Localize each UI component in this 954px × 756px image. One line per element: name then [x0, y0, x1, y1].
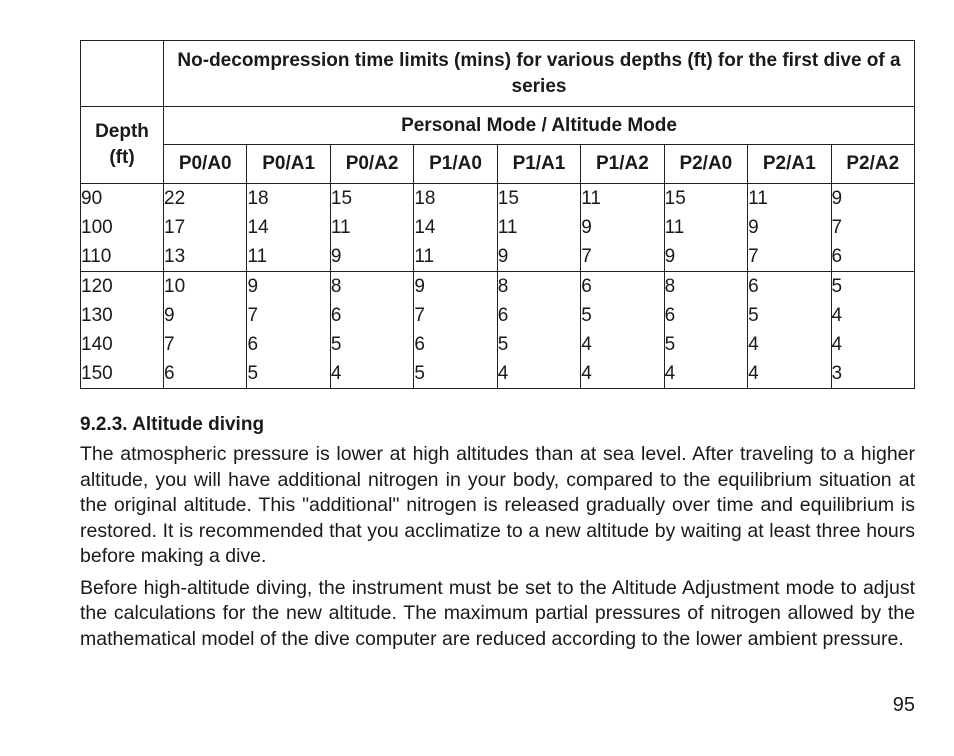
cell-value: 9: [330, 246, 342, 267]
time-limit-cell: [831, 272, 915, 389]
cell-value: 3: [831, 363, 843, 384]
table-row: [81, 272, 915, 389]
time-limit-cell: [330, 184, 413, 272]
page-content: [80, 40, 915, 658]
cell-value: 9: [164, 305, 175, 326]
mode-header: Personal Mode / Altitude Mode: [164, 107, 915, 145]
depth-column-header: Depth (ft): [81, 107, 164, 184]
cell-value: 11: [414, 246, 435, 267]
cell-value: 6: [581, 276, 592, 297]
cell-value: 90: [81, 188, 103, 209]
column-header: P0/A1: [247, 145, 330, 184]
cell-value: 17: [164, 217, 186, 238]
paragraph: The atmospheric pressure is lower at high altitudes than at sea level. After traveling to a higher altitude, you will have additional nitrogen in your body, compared to the equilibrium situation at the original altitude. This "additional" nitrogen is released gradually over time and equilibrium is restored. It is recommended that you acclimatize to a new altitude by waiting at least three hours before making a dive.: [80, 443, 915, 567]
cell-value: 5: [664, 334, 676, 355]
cell-value: 5: [831, 276, 843, 297]
cell-value: 5: [497, 334, 509, 355]
cell-value: 7: [414, 305, 425, 326]
cell-value: 5: [247, 363, 259, 384]
cell-value: 140: [81, 334, 113, 355]
cell-value: 120: [81, 276, 113, 297]
depth-cell: [81, 272, 164, 389]
cell-value: 7: [164, 334, 175, 355]
column-header: P2/A2: [831, 145, 915, 184]
cell-value: 7: [831, 217, 843, 238]
altitude-diving-section: [80, 413, 915, 652]
time-limit-cell: [581, 184, 664, 272]
cell-value: 9: [748, 217, 759, 238]
time-limit-cell: [414, 272, 497, 389]
cell-value: 7: [581, 246, 592, 267]
column-header: P0/A2: [330, 145, 413, 184]
cell-value: 100: [81, 217, 113, 238]
time-limit-cell: [497, 272, 580, 389]
column-header: P0/A0: [164, 145, 247, 184]
cell-value: 7: [748, 246, 759, 267]
cell-value: 4: [748, 363, 759, 384]
cell-value: 8: [330, 276, 342, 297]
cell-value: 9: [247, 276, 259, 297]
cell-value: 6: [831, 246, 843, 267]
cell-value: 5: [414, 363, 425, 384]
cell-value: 11: [497, 217, 518, 238]
cell-value: 11: [748, 188, 768, 209]
cell-value: 9: [664, 246, 676, 267]
cell-value: 14: [414, 217, 436, 238]
cell-value: 6: [414, 334, 425, 355]
cell-value: 8: [497, 276, 509, 297]
cell-value: 4: [831, 334, 843, 355]
cell-value: 110: [81, 246, 112, 267]
time-limit-cell: [247, 184, 330, 272]
paragraph: Before high-altitude diving, the instrument must be set to the Altitude Adjustment mode to adjust the calculations for the new altitude. The maximum partial pressures of nitrogen allowed by the mathematical model of the dive computer are reduced according to the lower ambient pressure.: [80, 576, 915, 650]
time-limit-cell: [581, 272, 664, 389]
time-limit-cell: [748, 184, 831, 272]
cell-value: 5: [581, 305, 592, 326]
column-header: P2/A1: [748, 145, 831, 184]
column-header: P1/A1: [497, 145, 580, 184]
cell-value: 18: [247, 188, 269, 209]
cell-value: 11: [330, 217, 351, 238]
cell-value: 9: [414, 276, 425, 297]
no-deco-limits-table: [80, 40, 915, 389]
cell-value: 9: [497, 246, 509, 267]
time-limit-cell: [664, 272, 747, 389]
cell-value: 4: [581, 334, 592, 355]
cell-value: 4: [748, 334, 759, 355]
column-header: P1/A2: [581, 145, 664, 184]
cell-value: 13: [164, 246, 186, 267]
time-limit-cell: [164, 184, 247, 272]
cell-value: 22: [164, 188, 186, 209]
table-body: [81, 184, 915, 389]
table-row: [81, 184, 915, 272]
column-header: P2/A0: [664, 145, 747, 184]
time-limit-cell: [247, 272, 330, 389]
time-limit-cell: [748, 272, 831, 389]
cell-value: 18: [414, 188, 436, 209]
time-limit-cell: [497, 184, 580, 272]
time-limit-cell: [164, 272, 247, 389]
column-header: P1/A0: [414, 145, 497, 184]
cell-value: 6: [247, 334, 259, 355]
cell-value: 15: [497, 188, 519, 209]
time-limit-cell: [414, 184, 497, 272]
cell-value: 9: [581, 217, 592, 238]
cell-value: 11: [664, 217, 685, 238]
cell-value: 7: [247, 305, 259, 326]
time-limit-cell: [831, 184, 915, 272]
cell-value: 130: [81, 305, 113, 326]
cell-value: 8: [664, 276, 676, 297]
cell-value: 10: [164, 276, 186, 297]
cell-value: 6: [164, 363, 175, 384]
depth-cell: [81, 184, 164, 272]
cell-value: 6: [748, 276, 759, 297]
cell-value: 4: [581, 363, 592, 384]
cell-value: 15: [330, 188, 353, 209]
cell-value: 6: [664, 305, 676, 326]
time-limit-cell: [664, 184, 747, 272]
time-limit-cell: [330, 272, 413, 389]
cell-value: 150: [81, 363, 113, 384]
page-number: 95: [892, 694, 915, 716]
cell-value: 4: [664, 363, 676, 384]
cell-value: 4: [330, 363, 342, 384]
cell-value: 5: [748, 305, 759, 326]
cell-value: 11: [581, 188, 601, 209]
cell-value: 11: [247, 246, 268, 267]
table-title: No-decompression time limits (mins) for various depths (ft) for the first dive of a series: [164, 41, 915, 107]
table-corner-cell: [81, 41, 164, 107]
cell-value: 14: [247, 217, 269, 238]
cell-value: 9: [831, 188, 843, 209]
cell-value: 4: [831, 305, 843, 326]
cell-value: 6: [330, 305, 342, 326]
cell-value: 15: [664, 188, 686, 209]
cell-value: 6: [497, 305, 509, 326]
cell-value: 4: [497, 363, 509, 384]
cell-value: 5: [330, 334, 342, 355]
section-heading: 9.2.3. Altitude diving: [80, 414, 265, 435]
